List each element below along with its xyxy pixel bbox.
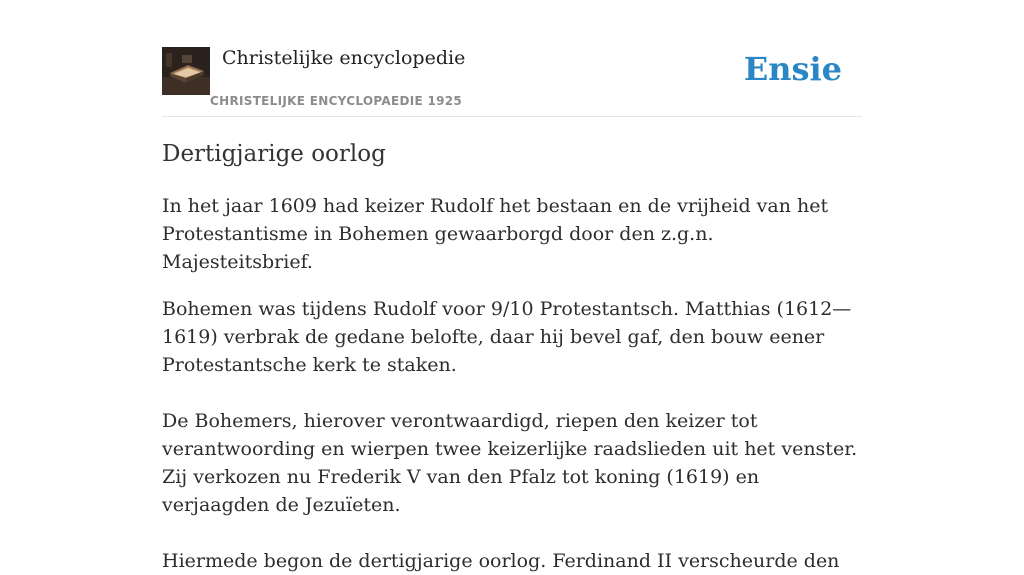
article-paragraph: In het jaar 1609 had keizer Rudolf het bestaan en de vrijheid van het Protestantisme in Bohemen gewaarborgd door den z.g.n. Majesteitsbrief. xyxy=(162,195,829,273)
article-title: Dertigjarige oorlog xyxy=(162,141,386,167)
site-subtitle[interactable]: CHRISTELIJKE ENCYCLOPAEDIE 1925 xyxy=(210,94,463,108)
book-thumbnail-image xyxy=(162,47,210,95)
avatar[interactable] xyxy=(162,47,210,95)
header xyxy=(162,46,862,117)
ensie-logo[interactable]: Ensie xyxy=(743,50,842,88)
article-paragraph: De Bohemers, hierover verontwaardigd, riepen den keizer tot verantwoording en wierpen twee keizerlijke raadslieden uit het venster. Zij verkozen nu Frederik V van den Pfalz tot koning (1619) en verjaagden de Jezuïeten. xyxy=(162,410,858,516)
site-name[interactable]: Christelijke encyclopedie xyxy=(222,47,466,69)
article-paragraph: Hiermede begon de dertigjarige oorlog. Ferdinand II verscheurde den xyxy=(162,550,840,572)
article-body xyxy=(162,192,862,575)
article-paragraph: Bohemen was tijdens Rudolf voor 9/10 Protestantsch. Matthias (1612—1619) verbrak de gedane belofte, daar hij bevel gaf, den bouw eener Protestantsche kerk te staken. xyxy=(162,298,852,376)
